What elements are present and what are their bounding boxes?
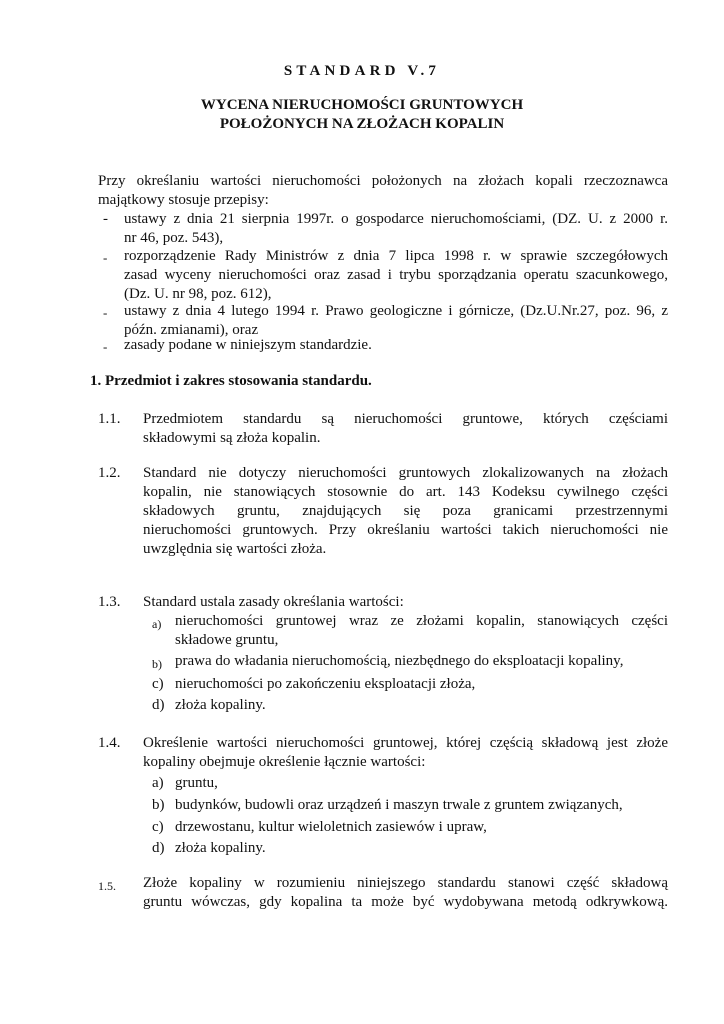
sub-item-line: złoża kopaliny.	[175, 697, 266, 713]
paragraph-number: 1.4.	[98, 735, 121, 751]
document-subtitle	[0, 96, 724, 134]
list-item-line: zasady podane w niniejszym standardzie.	[124, 337, 372, 353]
sub-item-line: składowe gruntu,	[175, 632, 279, 648]
list-item-line: ustawy z dnia 4 lutego 1994 r. Prawo geologiczne i górnicze, (Dz.U.Nr.27, poz. 96, z	[124, 303, 668, 319]
subtitle-line-1: WYCENA NIERUCHOMOŚCI GRUNTOWYCH	[200, 97, 524, 113]
dash-bullet: -	[103, 305, 108, 320]
list-item-line: zasad wyceny nieruchomości oraz zasad i trybu sporządzania operatu szacunkowego,	[124, 267, 668, 283]
sub-item-marker: a)	[152, 775, 164, 791]
sub-item-marker: b)	[152, 797, 165, 813]
paragraph-1-5	[143, 874, 668, 912]
intro-line-2: majątkowy stosuje przepisy:	[98, 192, 269, 208]
paragraph-number: 1.1.	[98, 411, 121, 427]
sub-item	[175, 818, 668, 837]
paragraph-line: uwzględnia się wartości złoża.	[143, 541, 327, 557]
list-item-line: rozporządzenie Rady Ministrów z dnia 7 lipca 1998 r. w sprawie szczegółowych	[124, 248, 668, 264]
paragraph-1-4-lead	[143, 734, 668, 772]
sub-item-line: nieruchomości po zakończeniu eksploatacji złoża,	[175, 676, 476, 692]
sub-item	[175, 839, 668, 858]
paragraph-line: kopaliny obejmuje określenie łącznie wartości:	[143, 754, 426, 770]
sub-item	[175, 652, 668, 671]
sub-item-marker: b)	[152, 657, 162, 671]
sub-item-line: nieruchomości gruntowej wraz ze złożami kopalin, stanowiących części	[175, 613, 668, 629]
intro-line-1: Przy określaniu wartości nieruchomości położonych na złożach kopali rzeczoznawca	[98, 173, 668, 189]
section-heading: 1. Przedmiot i zakres stosowania standardu.	[90, 373, 372, 389]
sub-item-line: gruntu,	[175, 775, 218, 791]
dash-bullet: -	[103, 211, 108, 227]
sub-item-line: złoża kopaliny.	[175, 840, 266, 856]
sub-item-marker: c)	[152, 819, 164, 835]
list-item-line: (Dz. U. nr 98, poz. 612),	[124, 286, 272, 302]
paragraph-line: Złoże kopaliny w rozumieniu niniejszego standardu stanowi część składową	[143, 875, 668, 891]
paragraph-line: kopalin, nie stanowiących stosownie do art. 143 Kodeksu cywilnego części	[143, 484, 668, 500]
subtitle-line-2: POŁOŻONYCH NA ZŁOŻACH KOPALIN	[219, 116, 505, 132]
sub-item	[175, 696, 668, 715]
dash-bullet: -	[103, 339, 108, 354]
sub-item-marker: a)	[152, 617, 162, 631]
paragraph-line: nieruchomości gruntowych. Przy określaniu wartości takich nieruchomości nie	[143, 522, 668, 538]
paragraph-line: Standard nie dotyczy nieruchomości gruntowych zlokalizowanych na złożach	[143, 465, 668, 481]
paragraph-number: 1.2.	[98, 465, 121, 481]
paragraph-number: 1.5.	[98, 879, 116, 893]
paragraph-1-1	[143, 410, 668, 448]
paragraph-line: Określenie wartości nieruchomości gruntowej, której częścią składową jest złoże	[143, 735, 668, 751]
paragraph-1-2	[143, 464, 668, 559]
intro-paragraph	[98, 172, 668, 210]
list-item-line: nr 46, poz. 543),	[124, 230, 224, 246]
sub-item	[175, 612, 668, 650]
sub-item-marker: c)	[152, 676, 164, 692]
paragraph-line: składowych gruntu, znajdujących się poza granicami przestrzennymi	[143, 503, 668, 519]
sub-item-line: budynków, budowli oraz urządzeń i maszyn trwale z gruntem związanych,	[175, 797, 623, 813]
paragraph-1-3-lead	[143, 593, 668, 612]
sub-item-marker: d)	[152, 840, 165, 856]
paragraph-line: Przedmiotem standardu są nieruchomości gruntowe, których częściami	[143, 411, 668, 427]
sub-item-line: drzewostanu, kultur wieloletnich zasiewów i upraw,	[175, 819, 487, 835]
dash-bullet: -	[103, 250, 108, 265]
paragraph-line: Standard ustala zasady określania wartości:	[143, 594, 404, 610]
sub-item	[175, 796, 668, 815]
sub-item-line: prawa do władania nieruchomością, niezbędnego do eksploatacji kopaliny,	[175, 653, 624, 669]
paragraph-line: składowymi są złoża kopalin.	[143, 430, 321, 446]
paragraph-number: 1.3.	[98, 594, 121, 610]
paragraph-line: gruntu wówczas, gdy kopalina ta może być wydobywana metodą odkrywkową.	[143, 894, 668, 910]
sub-item	[175, 675, 668, 694]
standard-title: STANDARD V.7	[283, 63, 441, 79]
list-item-line: późn. zmianami), oraz	[124, 322, 259, 338]
sub-item-marker: d)	[152, 697, 165, 713]
list-item-line: ustawy z dnia 21 sierpnia 1997r. o gospodarce nieruchomościami, (DZ. U. z 2000 r.	[124, 211, 668, 227]
sub-item	[175, 774, 668, 793]
